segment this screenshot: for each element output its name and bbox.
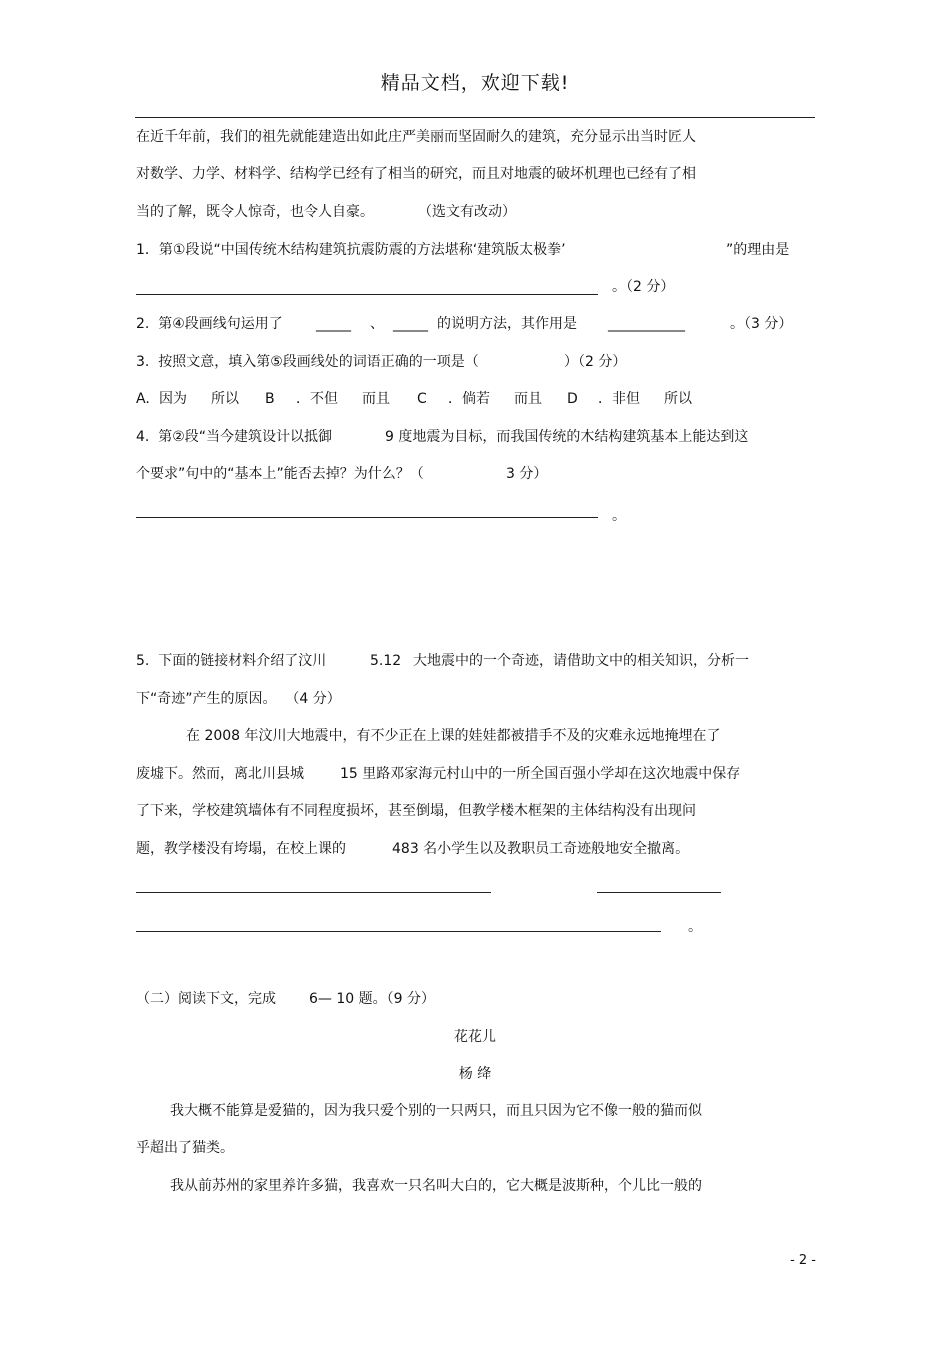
material-line-2a: 废墟下。然而，离北川县城: [136, 766, 304, 782]
question-5-end: 。: [688, 919, 702, 935]
article-p1-line-1: 我大概不能算是爱猫的，因为我只爱个别的一只两只，而且只因为它不像一般的猫而似: [170, 1103, 702, 1119]
question-2-blank-2[interactable]: _____: [393, 316, 428, 332]
answer-line-5c[interactable]: [136, 931, 661, 932]
option-a-label[interactable]: A.: [136, 391, 150, 407]
option-a-text: 因为: [159, 391, 187, 407]
material-line-1: 在 2008 年汶川大地震中，有不少正在上课的娃娃都被措手不及的灾难永远地掩埋在了: [186, 728, 721, 744]
option-d-label[interactable]: D: [567, 391, 578, 407]
question-4-line-1b: 9 度地震为目标，而我国传统的木结构建筑基本上能达到这: [385, 429, 749, 445]
question-4-line-2b: 3 分）: [506, 466, 548, 482]
question-2-text: 2. 第④段画线句运用了: [136, 316, 283, 332]
material-line-4b: 483 名小学生以及教职员工奇迹般地安全撤离。: [392, 841, 690, 857]
material-line-2b: 15 里路邓家海元村山中的一所全国百强小学却在这次地震中保存: [340, 766, 741, 782]
section-2-heading-b: 6— 10 题。（9 分）: [309, 991, 435, 1007]
passage-line-3: 当的了解，既令人惊奇，也令人自豪。: [136, 204, 374, 220]
option-c-text: ．倘若: [448, 391, 490, 407]
question-4-line-1a: 4. 第②段“当今建筑设计以抵御: [136, 429, 333, 445]
material-line-4a: 题，教学楼没有垮塌，在校上课的: [136, 841, 346, 857]
question-5-line-1c: 大地震中的一个奇迹，请借助文中的相关知识，分析一: [413, 653, 749, 669]
page-header-title: 精品文档，欢迎下载!: [380, 72, 570, 94]
question-4-line-2a: 个要求”句中的“基本上”能否去掉？为什么？（: [136, 466, 424, 482]
question-2-blank-1[interactable]: _____: [316, 316, 351, 332]
source-note: （选文有改动）: [418, 204, 516, 220]
question-2-mid: 的说明方法，其作用是: [437, 316, 577, 332]
material-line-3: 了下来，学校建筑墙体有不同程度损坏，甚至倒塌，但教学楼木框架的主体结构没有出现问: [136, 803, 696, 819]
page-number: - 2 -: [790, 1253, 816, 1268]
article-p1-line-2: 乎超出了猫类。: [136, 1140, 234, 1156]
answer-line-5a[interactable]: [136, 892, 491, 893]
question-2-blank-3[interactable]: ___________: [608, 316, 685, 332]
header-rule: [135, 117, 815, 118]
question-3-text: 3. 按照文意，填入第⑤段画线处的词语正确的一项是（: [136, 354, 479, 370]
question-2-score: 。（3 分）: [730, 316, 793, 332]
question-5-line-1b: 5.12: [370, 653, 402, 669]
section-2-heading-a: （二）阅读下文，完成: [136, 991, 276, 1007]
option-a-text-2: 所以: [211, 391, 239, 407]
option-c-text-2: 而且: [514, 391, 542, 407]
question-1-tail: ”的理由是: [726, 242, 790, 258]
passage-line-2: 对数学、力学、材料学、结构学已经有了相当的研究，而且对地震的破坏机理也已经有了相: [136, 166, 696, 182]
option-b-text-2: 而且: [362, 391, 390, 407]
question-2-separator: 、: [370, 316, 384, 332]
option-d-text-2: 所以: [664, 391, 692, 407]
question-5-line-2: 下“奇迹”产生的原因。 （4 分）: [136, 691, 341, 707]
article-author: 杨 绛: [458, 1066, 492, 1082]
question-1-text: 1．第①段说“中国传统木结构建筑抗震防震的方法堪称‘建筑版太极拳’: [136, 242, 566, 258]
answer-line-1[interactable]: [136, 294, 598, 295]
article-title: 花花儿: [454, 1029, 496, 1045]
option-c-label[interactable]: C: [417, 391, 427, 407]
question-1-score: 。（2 分）: [612, 279, 675, 295]
answer-line-5b[interactable]: [597, 892, 721, 893]
article-p2-line-1: 我从前苏州的家里养许多猫，我喜欢一只名叫大白的，它大概是波斯种，个儿比一般的: [170, 1178, 702, 1194]
passage-line-1: 在近千年前，我们的祖先就能建造出如此庄严美丽而坚固耐久的建筑，充分显示出当时匠人: [136, 129, 696, 145]
option-b-text: ．不但: [296, 391, 338, 407]
question-5-line-1a: 5. 下面的链接材料介绍了汶川: [136, 653, 327, 669]
question-4-end: 。: [612, 508, 626, 524]
option-b-label[interactable]: B: [265, 391, 275, 407]
answer-line-4[interactable]: [136, 517, 598, 518]
option-d-text: ．非但: [598, 391, 640, 407]
question-3-score: ）（2 分）: [564, 354, 627, 370]
